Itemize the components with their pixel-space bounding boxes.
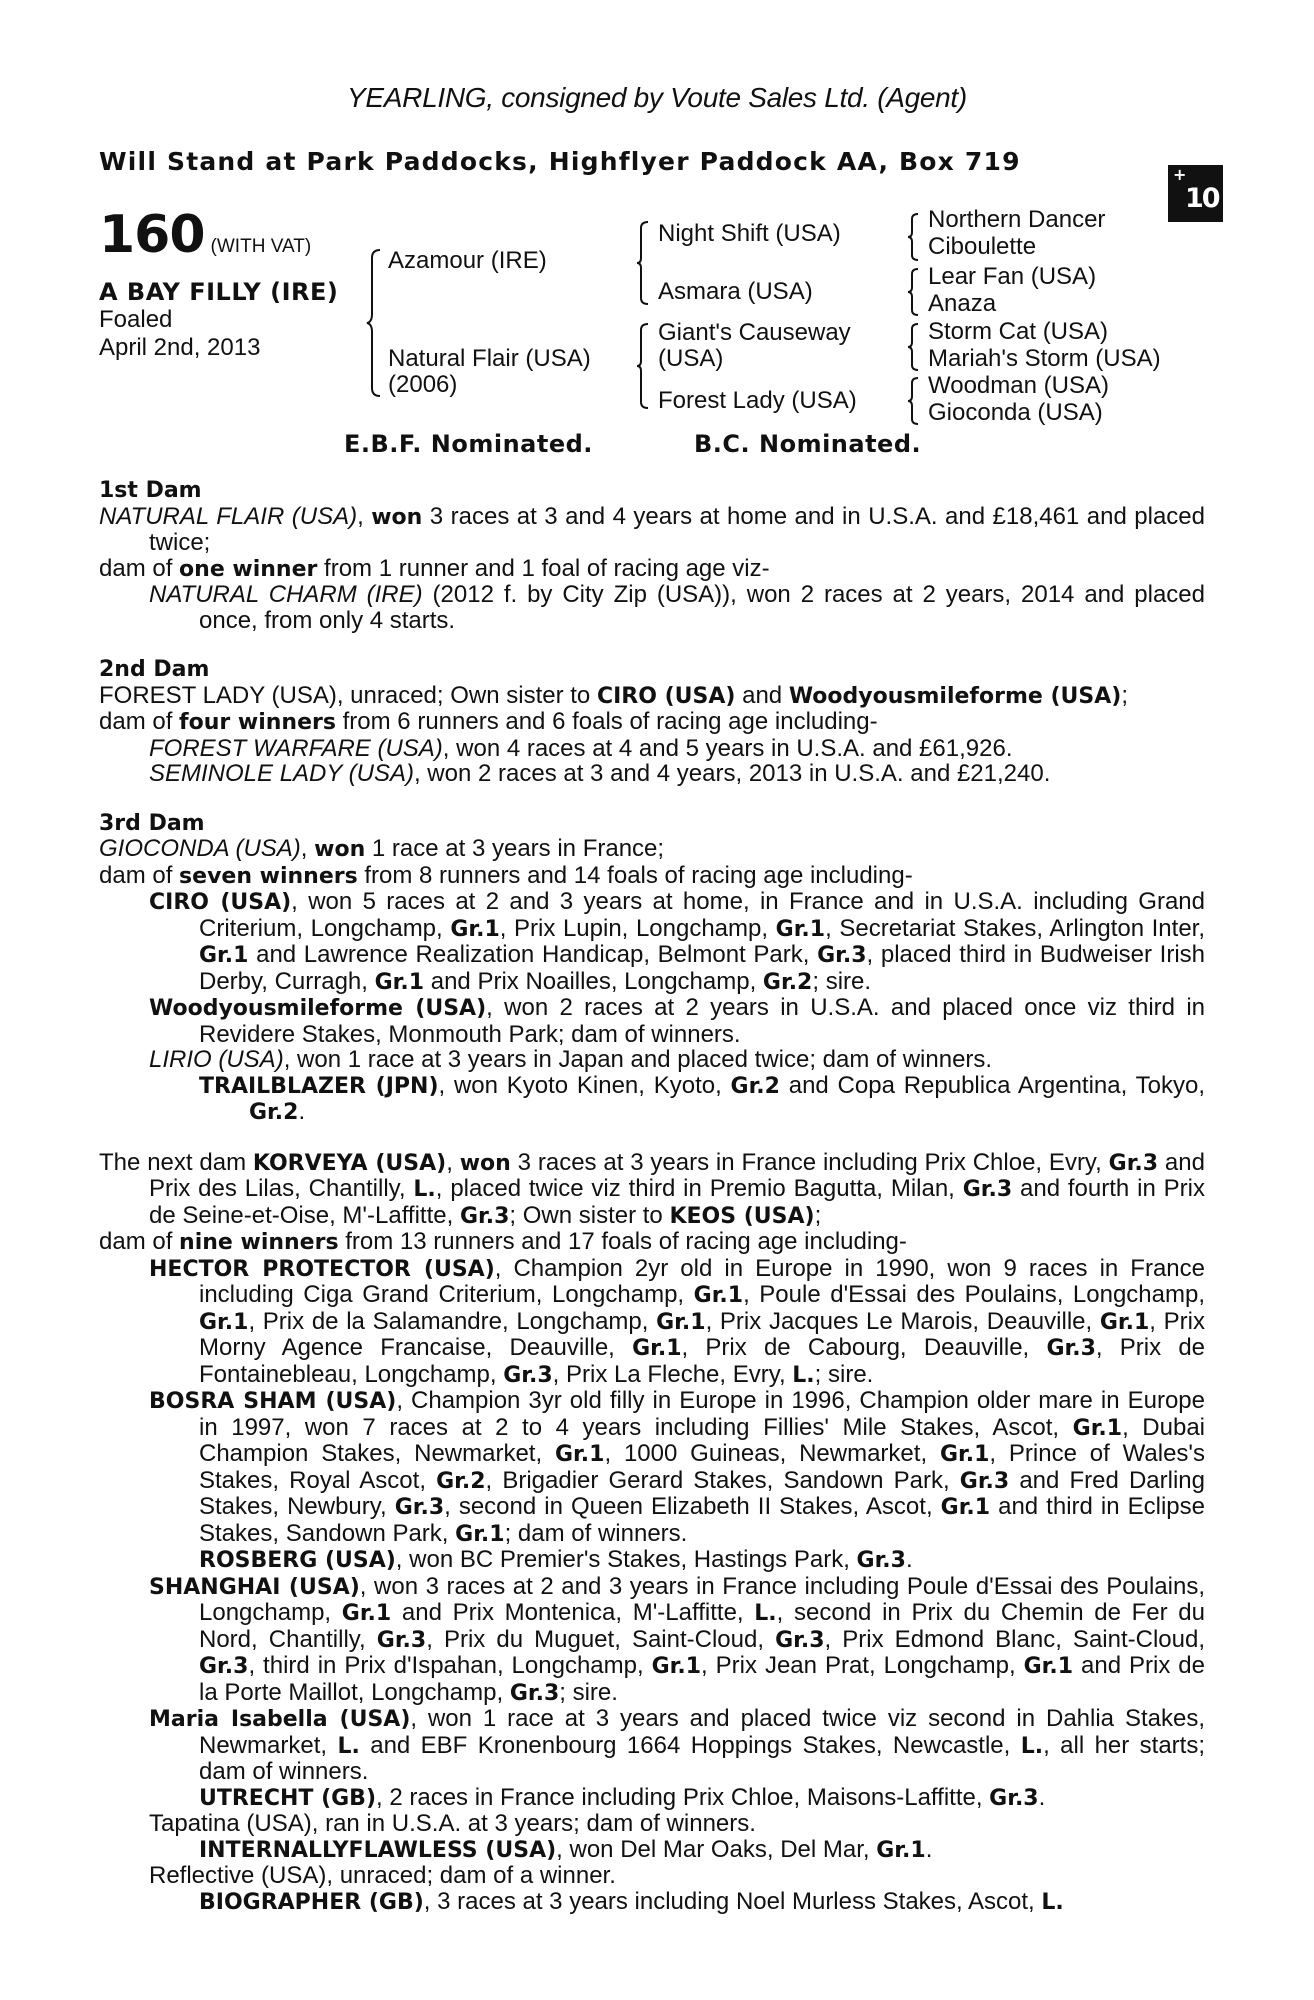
text: and third in Eclipse Stakes, Sandown Park, xyxy=(199,1493,1205,1547)
grade: Gr.3 xyxy=(1108,1150,1159,1176)
grade: L. xyxy=(413,1177,436,1202)
text: , won BC Premier's Stakes, Hastings Park, xyxy=(395,1546,857,1573)
next-dam-record xyxy=(99,1150,1205,1230)
text: The next dam xyxy=(99,1148,253,1176)
grade: Gr.1 xyxy=(651,1654,702,1679)
horse-name: BOSRA SHAM (USA) xyxy=(149,1389,397,1414)
first-dam-record xyxy=(99,504,1205,556)
text: , Prix La Fleche, Evry, xyxy=(552,1360,793,1388)
grade: Gr.1 xyxy=(555,1442,605,1467)
horse-name: NATURAL CHARM (IRE) xyxy=(149,581,423,608)
horse-name: GIOCONDA (USA) xyxy=(99,835,301,862)
second-dam-produce xyxy=(99,709,1205,736)
horse-name: KORVEYA (USA) xyxy=(252,1150,447,1176)
text: and xyxy=(735,681,789,709)
grade: Gr.1 xyxy=(939,1442,990,1467)
horse-name: CIRO (USA) xyxy=(596,683,736,709)
progeny-entry xyxy=(99,761,1205,787)
text: , won Del Mar Oaks, Del Mar, xyxy=(556,1835,877,1863)
consignment-line: YEARLING, consigned by Voute Sales Ltd. (Agent) xyxy=(347,82,967,113)
horse-name: TRAILBLAZER (JPN) xyxy=(199,1073,439,1099)
lot-heading xyxy=(99,204,311,266)
progeny-entry xyxy=(99,995,1205,1047)
vat-note: (WITH VAT) xyxy=(210,236,312,257)
text: ; xyxy=(1121,681,1128,709)
progeny-entry xyxy=(99,1047,1205,1073)
horse-name: Woodyousmileforme (USA) xyxy=(788,683,1122,709)
text: and Fred Darling Stakes, Newbury, xyxy=(199,1466,1205,1520)
dam-sire-name: Giant's Causeway xyxy=(658,319,851,346)
emphasis: four winners xyxy=(179,710,336,735)
progeny-entry xyxy=(99,1837,1205,1864)
text: from 6 runners and 6 foals of racing age including- xyxy=(335,708,878,735)
text: , all her starts; dam of winners. xyxy=(199,1731,1206,1785)
badge-number: 10 xyxy=(1185,183,1219,214)
horse-name: LIRIO (USA) xyxy=(149,1046,284,1073)
text: , Prix de la Salamandre, Longchamp, xyxy=(248,1307,657,1335)
text: , won Kyoto Kinen, Kyoto, xyxy=(438,1071,731,1099)
emphasis: seven winners xyxy=(179,863,358,889)
grade: Gr.3 xyxy=(775,1627,825,1653)
sire-sire: Night Shift (USA) xyxy=(658,220,841,247)
text: , xyxy=(357,502,372,530)
text: and Lawrence Realization Handicap, Belmont Park, xyxy=(248,941,818,968)
grade: Gr.1 xyxy=(656,1309,706,1335)
text: , Prix Jacques Le Marois, Deauville, xyxy=(705,1307,1100,1335)
text: , won 3 races at 2 and 3 years in France including Poule d'Essai des Poulains, Longchamp, xyxy=(199,1572,1205,1626)
text: , Champion 2yr old in Europe in 1990, won 9 races in France including Ciga Grand Criterium, Longchamp, xyxy=(199,1254,1205,1308)
grade: Gr.3 xyxy=(394,1495,445,1520)
text: , won 2 races at 2 years in U.S.A. and placed once viz third in Revidere Stakes, Monmouth Park; dam of winners. xyxy=(199,994,1205,1048)
dam xyxy=(388,346,591,398)
dam-year: (2006) xyxy=(388,371,458,398)
text: , Prix Edmond Blanc, Saint-Cloud, xyxy=(824,1625,1206,1653)
progeny-entry xyxy=(99,1811,1205,1837)
text: , Prix Lupin, Longchamp, xyxy=(499,914,776,942)
text: , Prince of Wales's Stakes, Royal Ascot, xyxy=(199,1440,1205,1494)
grade: Gr.2 xyxy=(730,1073,780,1099)
text: and Prix Montenica, M'-Laffitte, xyxy=(391,1599,755,1626)
progeny-entry xyxy=(99,1574,1205,1707)
g3-ancestor: Anaza xyxy=(928,290,997,317)
catalogue-body xyxy=(99,478,1205,1915)
first-dam-section xyxy=(99,478,1205,633)
second-dam-section xyxy=(99,657,1205,787)
brace-icon xyxy=(636,322,652,410)
horse-name: SEMINOLE LADY (USA) xyxy=(149,760,414,787)
badge-plus: + xyxy=(1173,165,1187,184)
second-dam-record xyxy=(99,683,1205,710)
horse-name: NATURAL FLAIR (USA) xyxy=(99,502,358,530)
grade: Gr.2 xyxy=(762,969,813,995)
grade: Gr.1 xyxy=(199,943,249,968)
text: , Prix du Muguet, Saint-Cloud, xyxy=(426,1625,776,1653)
text: , second in Prix du Chemin de Fer du Nord, Chantilly, xyxy=(199,1599,1205,1653)
text: from 1 runner and 1 foal of racing age viz- xyxy=(317,554,770,582)
lot-title: A BAY FILLY (IRE) xyxy=(99,278,339,306)
text: , won 2 races at 3 and 4 years, 2013 in U.S.A. and £21,240. xyxy=(413,760,1051,787)
progeny-entry xyxy=(99,582,1205,633)
grade: Gr.3 xyxy=(503,1362,553,1388)
text: dam of xyxy=(99,861,180,889)
progeny-entry xyxy=(99,1073,1205,1126)
grade: Gr.3 xyxy=(959,1468,1010,1494)
first-dam-produce xyxy=(99,556,1205,583)
text: Reflective (USA), unraced; dam of a winner. xyxy=(149,1862,616,1889)
text: , won 1 race at 3 years in Japan and placed twice; dam of winners. xyxy=(283,1046,993,1073)
dam-dam: Forest Lady (USA) xyxy=(658,387,857,414)
horse-name: KEOS (USA) xyxy=(669,1203,815,1229)
brace-icon xyxy=(907,322,921,372)
grade: Gr.1 xyxy=(632,1336,682,1361)
dam-sire xyxy=(658,320,851,372)
emphasis: won xyxy=(314,837,366,862)
text: , Champion 3yr old filly in Europe in 1996, Champion older mare in Europe in 1997, won 7 races at 2 to 4 years including Fillies' Mile Stakes, Ascot, xyxy=(199,1387,1205,1441)
grade: Gr.3 xyxy=(459,1203,510,1229)
grade: Gr.1 xyxy=(940,1495,991,1520)
text: , Dubai Champion Stakes, Newmarket, xyxy=(199,1413,1206,1467)
text: FOREST LADY (USA), unraced; Own sister to xyxy=(99,681,597,709)
text: (2012 f. by City Zip (USA)), won 2 races at 2 years, 2014 and placed once, from only 4 starts. xyxy=(199,581,1205,634)
grade: Gr.3 xyxy=(962,1177,1013,1202)
text: and Prix des Lilas, Chantilly, xyxy=(149,1148,1205,1202)
g3-ancestor: Woodman (USA) xyxy=(928,372,1109,399)
next-dam-section xyxy=(99,1150,1205,1916)
grade: Gr.3 xyxy=(1046,1336,1096,1361)
horse-name: INTERNALLYFLAWLESS (USA) xyxy=(199,1837,557,1863)
grade: Gr.1 xyxy=(693,1283,744,1308)
text: . xyxy=(905,1546,913,1573)
grade: Gr.3 xyxy=(817,943,867,968)
text: ; sire. xyxy=(559,1678,618,1706)
text: , won 4 races at 4 and 5 years in U.S.A. and £61,926. xyxy=(442,734,1013,762)
sire-dam: Asmara (USA) xyxy=(658,278,813,305)
text: ; Own sister to xyxy=(509,1201,670,1229)
text: from 13 runners and 17 foals of racing age including- xyxy=(338,1228,907,1255)
text: , xyxy=(300,835,315,862)
grade: Gr.2 xyxy=(436,1468,486,1494)
progeny-entry xyxy=(99,1256,1205,1389)
foaled-label: Foaled xyxy=(99,306,173,333)
g3-ancestor: Mariah's Storm (USA) xyxy=(928,345,1161,372)
grade: Gr.1 xyxy=(199,1309,249,1335)
text: and Prix de la Porte Maillot, Longchamp, xyxy=(199,1652,1205,1706)
lot-number: 160 xyxy=(99,205,205,265)
grade: Gr.1 xyxy=(775,916,826,942)
grade: Gr.3 xyxy=(989,1785,1039,1811)
text: ; sire. xyxy=(814,1360,874,1388)
text: , second in Queen Elizabeth II Stakes, Ascot, xyxy=(444,1493,941,1520)
text: , Brigadier Gerard Stakes, Sandown Park, xyxy=(485,1466,960,1494)
brace-icon xyxy=(907,267,921,317)
next-dam-produce xyxy=(99,1229,1205,1256)
grade: Gr.1 xyxy=(341,1601,392,1626)
third-dam-heading: 3rd Dam xyxy=(99,810,205,836)
emphasis: nine winners xyxy=(179,1230,339,1255)
grade: Gr.1 xyxy=(374,969,425,995)
text: 3 races at 3 years in France including Prix Chloe, Evry, xyxy=(510,1148,1109,1176)
text: , Prix Jean Prat, Longchamp, xyxy=(701,1652,1024,1679)
text: , placed third in Budweiser Irish Derby, Curragh, xyxy=(199,941,1205,995)
plus-ten-badge-icon xyxy=(1168,165,1223,222)
grade: Gr.1 xyxy=(1023,1654,1074,1679)
horse-name: SHANGHAI (USA) xyxy=(149,1574,360,1600)
text: , xyxy=(446,1148,460,1176)
text: ; dam of winners. xyxy=(504,1519,688,1547)
brace-icon xyxy=(907,212,921,262)
grade: L. xyxy=(754,1601,777,1626)
horse-name: CIRO (USA) xyxy=(149,890,292,915)
text: , Prix de Fontainebleau, Longchamp, xyxy=(199,1334,1206,1388)
text: from 8 runners and 14 foals of racing age including- xyxy=(357,861,913,889)
first-dam-heading: 1st Dam xyxy=(99,478,202,503)
text: . xyxy=(925,1835,933,1863)
text: , Secretariat Stakes, Arlington Inter, xyxy=(825,914,1206,942)
grade: Gr.1 xyxy=(455,1521,505,1547)
g3-ancestor: Northern Dancer xyxy=(928,206,1106,233)
emphasis: won xyxy=(371,504,423,530)
text: and EBF Kronenbourg 1664 Hoppings Stakes, Newcastle, xyxy=(359,1731,1021,1759)
ebf-nominated: E.B.F. Nominated. xyxy=(344,430,593,458)
text: , 2 races in France including Prix Chloe, Maisons-Laffitte, xyxy=(376,1783,990,1811)
horse-name: FOREST WARFARE (USA) xyxy=(149,734,443,762)
text: ; xyxy=(814,1201,822,1229)
brace-icon xyxy=(636,220,652,306)
brace-icon xyxy=(907,376,921,426)
text: and Prix Noailles, Longchamp, xyxy=(424,967,763,995)
grade: Gr.2 xyxy=(249,1100,299,1125)
progeny-entry xyxy=(99,1863,1205,1889)
grade: L. xyxy=(792,1362,815,1388)
horse-name: Woodyousmileforme (USA) xyxy=(149,996,487,1021)
text: , placed twice viz third in Premio Bagutta, Milan, xyxy=(435,1175,963,1202)
text: ; sire. xyxy=(812,967,872,995)
grade: Gr.3 xyxy=(199,1654,249,1679)
grade: Gr.3 xyxy=(376,1627,427,1653)
grade: Gr.1 xyxy=(450,916,500,942)
grade: Gr.1 xyxy=(1099,1309,1150,1335)
grade: L. xyxy=(337,1733,360,1759)
grade: L. xyxy=(1041,1889,1064,1915)
text: , Prix Morny Agence Francaise, Deauville, xyxy=(199,1307,1205,1361)
progeny-entry xyxy=(99,1706,1205,1785)
text: , third in Prix d'Ispahan, Longchamp, xyxy=(248,1652,652,1679)
grade: Gr.1 xyxy=(1072,1415,1123,1441)
text: , won 1 race at 3 years and placed twice viz second in Dahlia Stakes, Newmarket, xyxy=(199,1705,1205,1759)
text: and Copa Republica Argentina, Tokyo, xyxy=(779,1071,1205,1099)
horse-name: UTRECHT (GB) xyxy=(199,1785,376,1811)
text: 3 races at 3 and 4 years at home and in U.S.A. and £18,461 and placed twice; xyxy=(149,502,1205,556)
third-dam-produce xyxy=(99,863,1205,890)
third-dam-record xyxy=(99,836,1205,863)
brace-icon xyxy=(366,248,384,398)
g3-ancestor: Gioconda (USA) xyxy=(928,399,1103,426)
horse-name: HECTOR PROTECTOR (USA) xyxy=(149,1256,495,1282)
g3-ancestor: Storm Cat (USA) xyxy=(928,318,1109,345)
emphasis: won xyxy=(459,1150,511,1176)
grade: L. xyxy=(1020,1733,1044,1759)
text: dam of xyxy=(99,554,180,582)
emphasis: one winner xyxy=(179,556,318,582)
foaled-date: April 2nd, 2013 xyxy=(99,334,261,361)
progeny-entry xyxy=(99,1547,1205,1574)
g3-ancestor: Ciboulette xyxy=(928,233,1037,260)
grade: Gr.1 xyxy=(876,1837,926,1863)
horse-name: BIOGRAPHER (GB) xyxy=(199,1889,424,1915)
text: , 3 races at 3 years including Noel Murless Stakes, Ascot, xyxy=(423,1887,1042,1915)
text: 1 race at 3 years in France; xyxy=(365,835,665,862)
text: , 1000 Guineas, Newmarket, xyxy=(604,1440,940,1467)
horse-name: ROSBERG (USA) xyxy=(199,1548,396,1573)
text: . xyxy=(298,1098,306,1125)
bc-nominated: B.C. Nominated. xyxy=(694,430,922,458)
second-dam-heading: 2nd Dam xyxy=(99,657,210,682)
dam-name: Natural Flair (USA) xyxy=(388,345,591,372)
text: , Poule d'Essai des Poulains, Longchamp, xyxy=(743,1281,1206,1308)
g3-ancestor: Lear Fan (USA) xyxy=(928,263,1097,290)
text: dam of xyxy=(99,708,180,735)
sire: Azamour (IRE) xyxy=(388,247,547,274)
text: and fourth in Prix de Seine-et-Oise, M'-Laffitte, xyxy=(149,1175,1205,1229)
text: , Prix de Cabourg, Deauville, xyxy=(681,1334,1047,1361)
text: dam of xyxy=(99,1228,180,1255)
text: Tapatina (USA), ran in U.S.A. at 3 years; dam of winners. xyxy=(149,1810,756,1837)
progeny-entry xyxy=(99,736,1205,762)
third-dam-section xyxy=(99,811,1205,1126)
grade: Gr.3 xyxy=(509,1680,560,1706)
progeny-entry xyxy=(99,1785,1205,1812)
progeny-entry xyxy=(99,1388,1205,1547)
text: , won 5 races at 2 and 3 years at home, in France and in U.S.A. including Grand Criterium, Longchamp, xyxy=(199,888,1205,942)
progeny-entry xyxy=(99,1889,1205,1916)
grade: Gr.3 xyxy=(856,1548,906,1573)
text: . xyxy=(1038,1783,1046,1811)
location-line: Will Stand at Park Paddocks, Highflyer Paddock AA, Box 719 xyxy=(99,147,1021,176)
dam-sire-country: (USA) xyxy=(658,345,724,372)
progeny-entry xyxy=(99,889,1205,995)
foaled-info xyxy=(99,306,260,362)
horse-name: Maria Isabella (USA) xyxy=(149,1707,411,1732)
